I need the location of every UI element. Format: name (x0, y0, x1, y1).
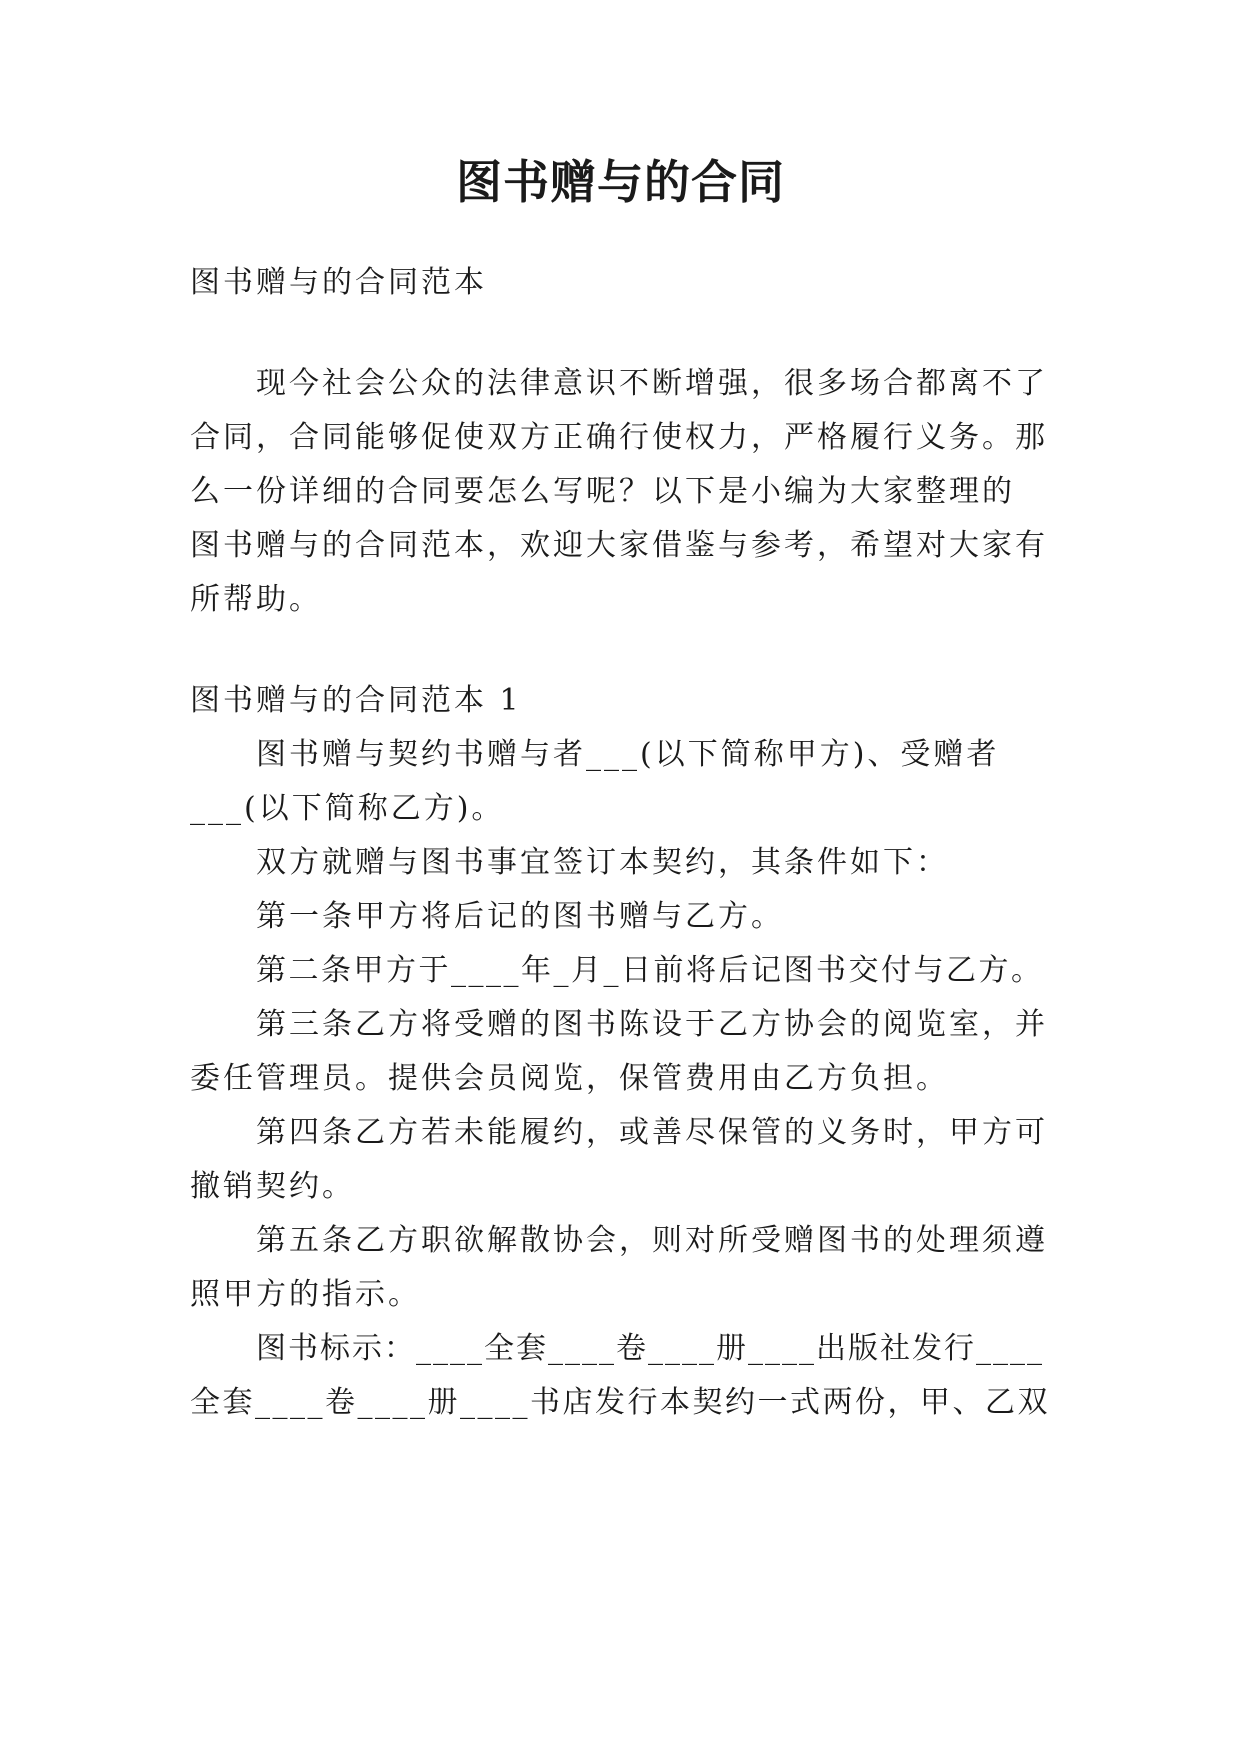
subtitle-line: 图书赠与的合同范本 (190, 265, 487, 300)
intro-line-1: 现今社会公众的法律意识不断增强，很多场合都离不了 (256, 366, 1048, 401)
body-line-6: 第三条乙方将受赠的图书陈设于乙方协会的阅览室，并 (256, 1007, 1048, 1042)
section-heading: 图书赠与的合同范本 1 (190, 683, 522, 718)
body-line-1: 图书赠与契约书赠与者___(以下简称甲方)、受赠者 (256, 737, 1000, 772)
body-line-13: 全套____卷____册____书店发行本契约一式两份，甲、乙双 (190, 1385, 1050, 1420)
body-line-11: 照甲方的指示。 (190, 1277, 421, 1312)
body-line-4: 第一条甲方将后记的图书赠与乙方。 (256, 899, 784, 934)
body-line-12: 图书标示：____全套____卷____册____出版社发行____ (256, 1331, 1044, 1366)
intro-line-2: 合同，合同能够促使双方正确行使权力，严格履行义务。那 (190, 420, 1048, 455)
document-title: 图书赠与的合同 (456, 155, 785, 209)
body-line-9: 撤销契约。 (190, 1169, 355, 1204)
intro-line-4: 图书赠与的合同范本，欢迎大家借鉴与参考，希望对大家有 (190, 528, 1048, 563)
body-line-7: 委任管理员。提供会员阅览，保管费用由乙方负担。 (190, 1061, 949, 1096)
body-line-5: 第二条甲方于____年_月_日前将后记图书交付与乙方。 (256, 953, 1044, 988)
intro-line-3: 么一份详细的合同要怎么写呢？以下是小编为大家整理的 (190, 474, 1015, 509)
body-line-2: ___(以下简称乙方)。 (190, 791, 505, 826)
body-line-10: 第五条乙方职欲解散协会，则对所受赠图书的处理须遵 (256, 1223, 1048, 1258)
body-line-3: 双方就赠与图书事宜签订本契约，其条件如下： (256, 845, 949, 880)
body-line-8: 第四条乙方若未能履约，或善尽保管的义务时，甲方可 (256, 1115, 1048, 1150)
intro-line-5: 所帮助。 (190, 582, 322, 617)
